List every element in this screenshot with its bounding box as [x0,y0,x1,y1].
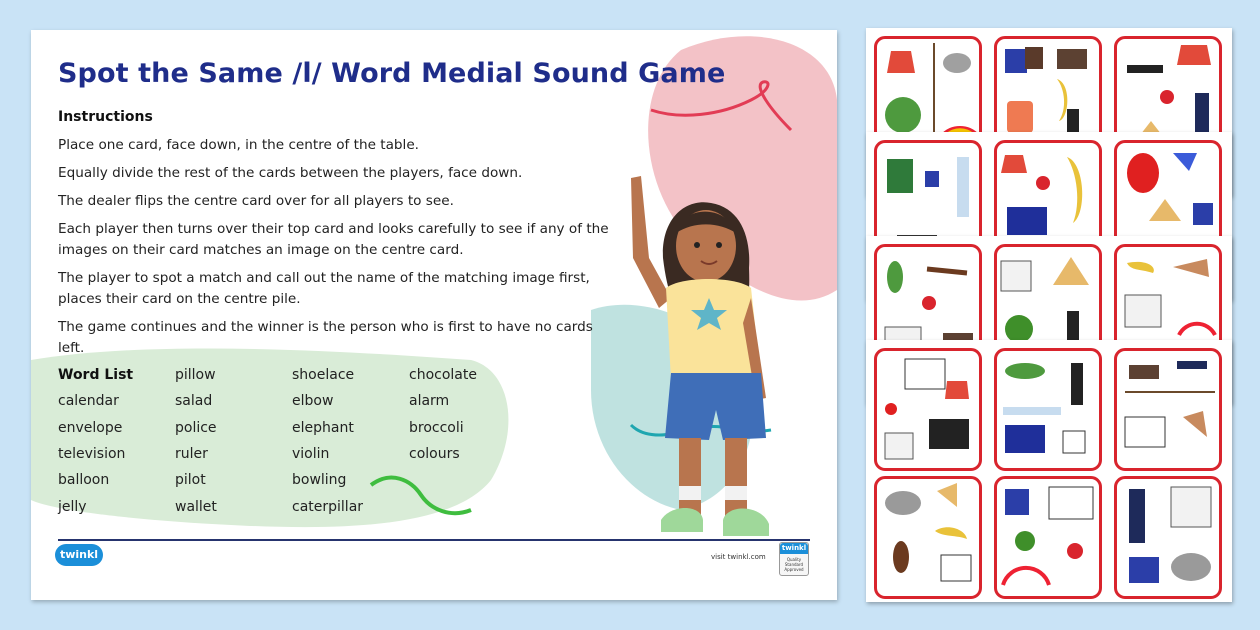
word-list-item: colours [409,446,460,462]
word-list-item: balloon [58,472,110,488]
game-card [1114,348,1222,471]
card-images [877,479,979,596]
instructions-heading: Instructions [58,109,153,125]
instruction-step: The player to spot a match and call out the name of the matching image first, places their card on the centre pile. [58,270,590,307]
girl-illustration [601,148,801,568]
word-list-item: alarm [409,393,450,409]
page-title: Spot the Same /l/ Word Medial Sound Game [58,58,726,89]
word-list-item: wallet [175,499,217,515]
card-sheet [866,340,1232,602]
word-list-item: calendar [58,393,119,409]
word-list-item: pilot [175,472,206,488]
game-card [994,476,1102,599]
card-images [1117,479,1219,596]
card-images [1117,351,1219,468]
word-list-item: envelope [58,420,123,436]
instruction-step: The dealer flips the centre card over for all players to see. [58,193,454,209]
instruction-step: Equally divide the rest of the cards between the players, face down. [58,165,523,181]
word-list-heading: Word List [58,367,134,383]
word-list-item: shoelace [292,367,355,383]
instruction-page [31,30,837,600]
visit-link[interactable]: visit twinkl.com [711,553,766,561]
card-images [997,479,1099,596]
instruction-step: Each player then turns over their top card and looks carefully to see if any of the images on their card matches an image on the centre card. [58,221,609,258]
instruction-step: The game continues and the winner is the person who is first to have no cards left. [58,319,593,356]
word-list-item: caterpillar [292,499,364,515]
word-list-item: pillow [175,367,216,383]
card-images [997,351,1099,468]
game-card [994,348,1102,471]
game-card [874,348,982,471]
twinkl-logo: twinkl [55,544,103,566]
word-list-item: elbow [292,393,334,409]
game-card [874,476,982,599]
word-list-item: television [58,446,126,462]
word-list-item: chocolate [409,367,477,383]
seal-text: Quality Standard Approved [784,557,804,572]
card-images [877,351,979,468]
quality-seal-icon [779,542,809,576]
footer-divider [58,539,810,541]
instruction-step: Place one card, face down, in the centre of the table. [58,137,420,153]
word-list-item: bowling [292,472,347,488]
seal-logo: twinkl [781,544,807,552]
word-list-item: elephant [292,420,354,436]
word-list-item: ruler [175,446,208,462]
word-list-item: violin [292,446,330,462]
word-list-item: jelly [58,499,87,515]
word-list-item: police [175,420,217,436]
word-list-item: salad [175,393,213,409]
game-card [1114,476,1222,599]
word-list-item: broccoli [409,420,464,436]
